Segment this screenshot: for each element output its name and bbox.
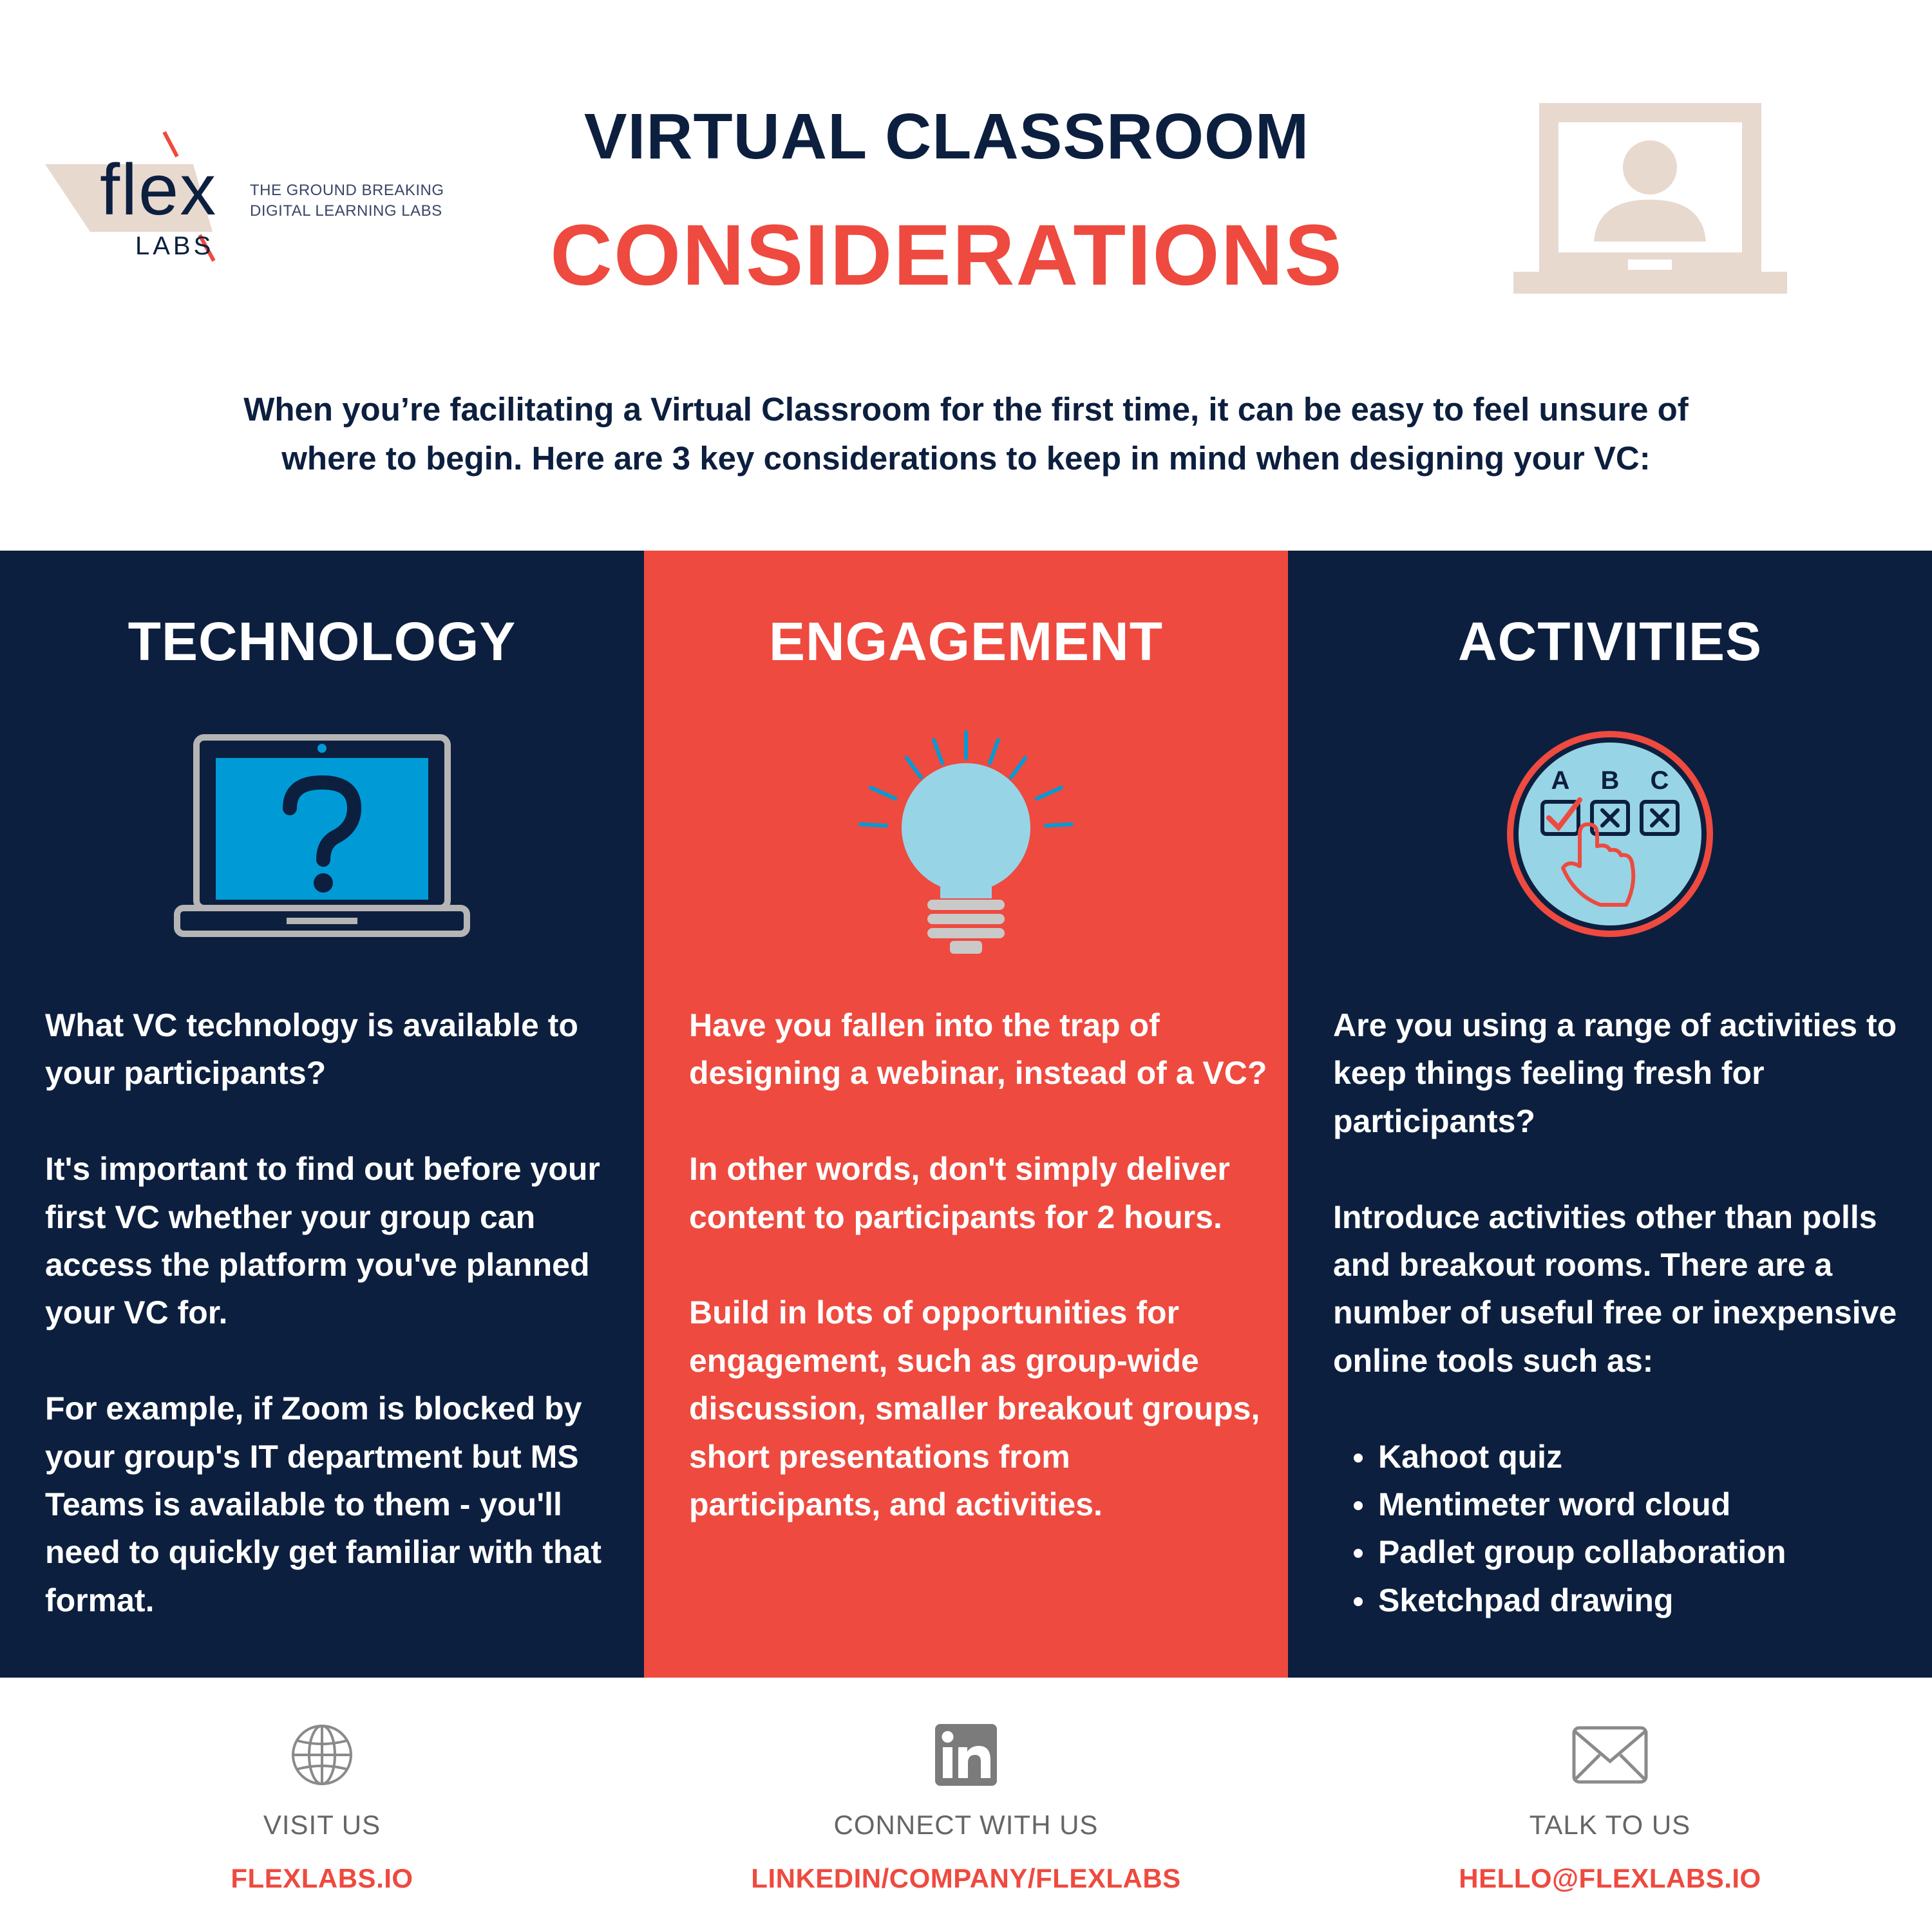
linkedin-icon[interactable] [934,1723,998,1787]
technology-paragraph: It's important to find out before your first VC whether your group can access the platform you've planned your VC for. [45,1151,600,1331]
activities-title: ACTIVITIES [1457,611,1763,672]
quiz-abc-icon [1504,728,1716,940]
engagement-paragraph: Have you fallen into the trap of designing a webinar, instead of a VC? [689,1007,1267,1092]
technology-title: TECHNOLOGY [128,611,516,672]
engagement-body [689,1001,1269,1577]
engagement-paragraph: Build in lots of opportunities for engagement, such as group-wide discussion, smaller breakout groups, short presentations from participants, and activities. [689,1294,1260,1523]
lightbulb-icon [850,724,1082,956]
activities-paragraph: Introduce activities other than polls and breakout rooms. There are a number of useful free or inexpensive online tools such as: [1333,1198,1897,1379]
engagement-paragraph: In other words, don't simply deliver content to participants for 2 hours. [689,1151,1230,1235]
list-item: Sketchpad drawing [1333,1577,1913,1624]
intro-line2: where to begin. Here are 3 key considerations to keep in mind when designing your VC: [281,440,1651,477]
list-item: Padlet group collaboration [1333,1528,1913,1576]
email-link[interactable]: HELLO@FLEXLABS.IO [1459,1863,1761,1893]
activities-paragraph: Are you using a range of activities to keep things feeling fresh for participants? [1333,1007,1897,1139]
laptop-question-icon [171,731,473,943]
quiz-letter-a: A [1551,766,1570,795]
footer-visit [0,1713,644,1932]
logo-tagline [250,180,444,222]
activities-tool-list [1333,1433,1913,1625]
logo [45,126,457,274]
footer-talk-label: TALK TO US [1529,1810,1691,1840]
activities-column [1288,551,1932,1678]
engagement-title: ENGAGEMENT [768,611,1164,672]
quiz-letter-b: B [1600,766,1620,795]
title-line1-text: VIRTUAL CLASSROOM [583,100,1310,173]
list-item: Mentimeter word cloud [1333,1481,1913,1528]
footer-connect [644,1713,1288,1932]
title-line2 [489,206,1404,305]
logo-tagline-line1: THE GROUND BREAKING [250,182,444,199]
linkedin-link[interactable]: LINKEDIN/COMPANY/FLEXLABS [751,1863,1181,1893]
logo-tagline-line2: DIGITAL LEARNING LABS [250,202,442,220]
mail-icon [1571,1723,1649,1787]
title-line2-text: CONSIDERATIONS [550,207,1343,303]
logo-word: flex [100,149,218,230]
technology-paragraph: For example, if Zoom is blocked by your group's IT department but MS Teams is available to them - you'll need to quickly get familiar with that format. [45,1390,602,1618]
technology-column [0,551,644,1678]
technology-paragraph: What VC technology is available to your participants? [45,1007,578,1092]
footer-connect-label: CONNECT WITH US [833,1810,1099,1840]
engagement-column [644,551,1288,1678]
footer-visit-label: VISIT US [263,1810,381,1840]
quiz-letter-c: C [1650,766,1669,795]
technology-body [45,1001,625,1672]
list-item: Kahoot quiz [1333,1433,1913,1481]
footer-talk [1288,1713,1932,1932]
intro-line1: When you’re facilitating a Virtual Classroom for the first time, it can be easy to feel unsure of [243,391,1689,428]
activities-body [1333,1001,1913,1624]
globe-icon [290,1723,354,1787]
logo-sub: LABS [135,232,214,260]
title-line1 [489,100,1404,174]
intro-text [97,385,1835,483]
virtual-classroom-board-icon [1513,103,1787,296]
website-link[interactable]: FLEXLABS.IO [231,1863,413,1893]
